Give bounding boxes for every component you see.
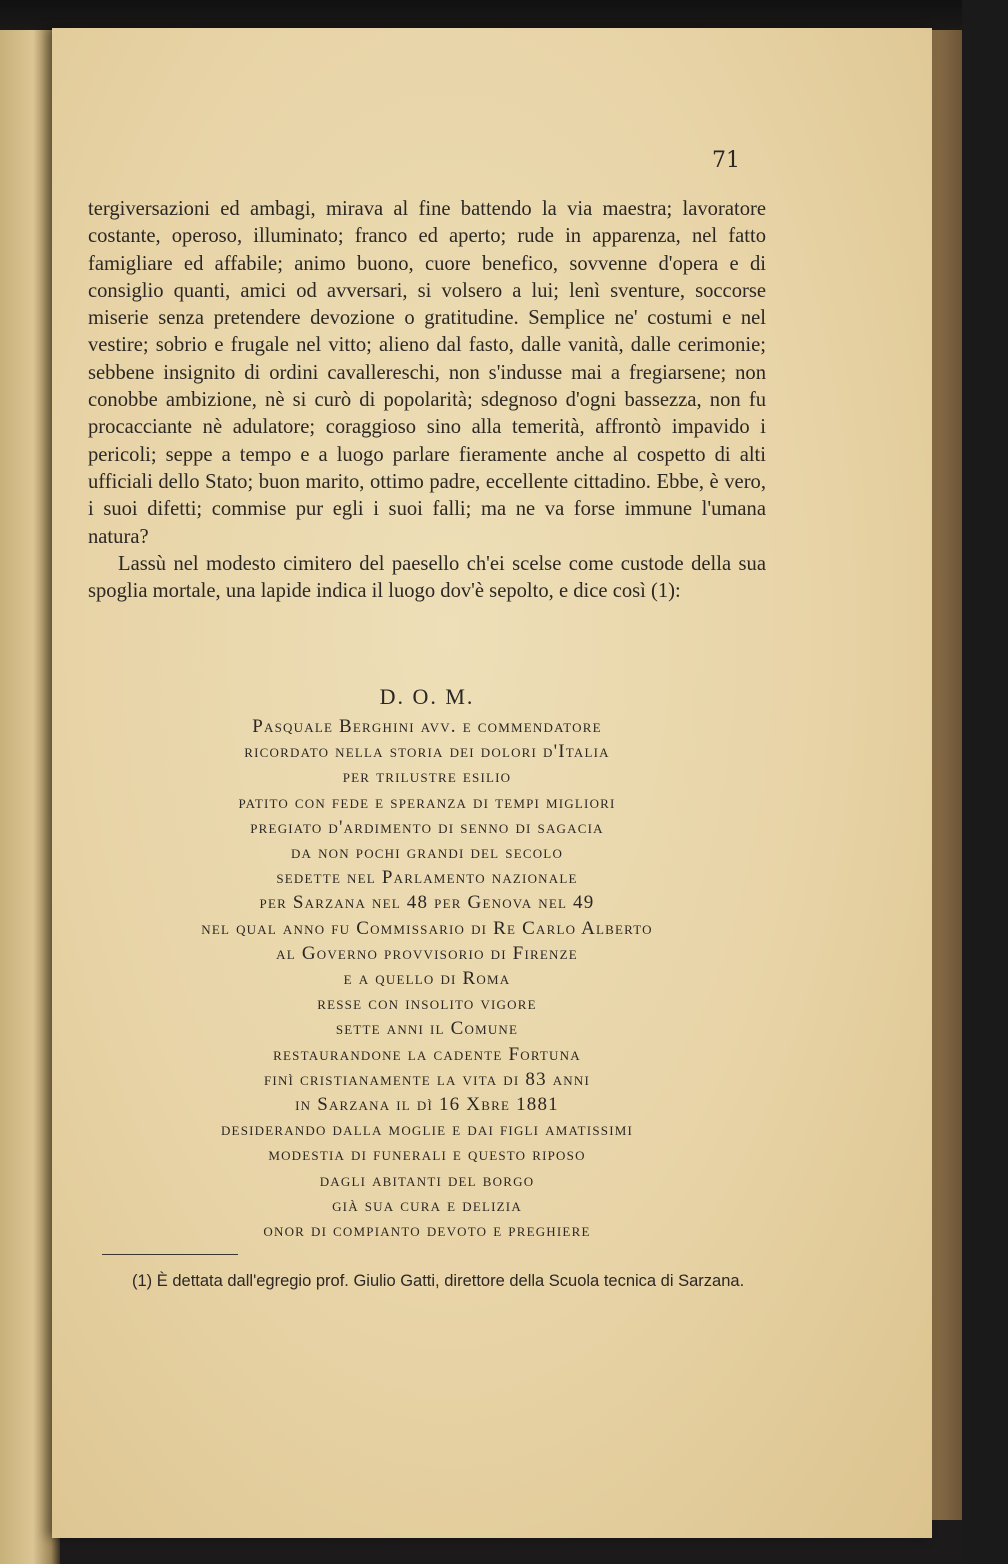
epitaph-line: nel qual anno fu Commissario di Re Carlo Alberto [201,917,653,939]
epitaph-line: pregiato d'ardimento di senno di sagacia [250,816,604,838]
left-page-edge [0,0,60,1564]
page-number: 71 [712,148,740,173]
epitaph-line: dagli abitanti del borgo [319,1169,535,1191]
epitaph-line: e a quello di Roma [343,968,511,990]
epitaph-line: onor di compianto devoto e preghiere [263,1220,591,1242]
epitaph-line: desiderando dalla moglie e dai figli amatissimi [220,1119,634,1141]
epitaph-line: restaurandone la cadente Fortuna [273,1043,581,1065]
epitaph-line: patito con fede e speranza di tempi migliori [238,791,616,813]
epitaph-line: finì cristianamente la vita di 83 anni [263,1068,591,1090]
epitaph-line: in Sarzana il dì 16 Xbre 1881 [295,1094,559,1116]
paragraph: Lassù nel modesto cimitero del paesello ch'ei scelse come custode della sua spoglia mortale, una lapide indica il luogo dov'è sepolto, e dice così (1): [88,552,766,603]
epitaph-line: sedette nel Parlamento nazionale [276,867,578,889]
epitaph-line: Pasquale Berghini avv. e commendatore [252,716,602,737]
scan-background [962,0,1008,1564]
paragraph: tergiversazioni ed ambagi, mirava al fine battendo la via maestra; lavoratore costante, operoso, illuminato; franco ed aperto; rude in apparenza, nel fatto famigliare ed affabile; animo buono, cuore benefico, sovvenne d'opera e di consiglio quanti, amici od avversari, si volsero a lui; lenì sventure, soccorse miserie senza pretendere devozione o gratitudine. Semplice ne' costumi e nel vestire; sobrio e frugale nel vitto; alieno dal fasto, dalle vanità, dalle cerimonie; sebbene insignito di ordini cavallereschi, non s'indusse mai a fregiarsene; non conobbe ambizione, nè si curò di popolarità; sdegnoso d'ogni bassezza, non fu procacciante nè adulatore; coraggioso sino alla temerità, affrontò impavido i pericoli; seppe a tempo e a luogo parlare fieramente anche al cospetto di alti ufficiali dello Stato; buon marito, ottimo padre, eccellente cittadino. Ebbe, è vero, i suoi difetti; commise pur egli i suoi falli; ma ne va forse immune l'umana natura? [88,198,766,548]
epitaph-line: al Governo provvisorio di Firenze [276,942,578,964]
epitaph-line: ricordato nella storia dei dolori d'Italia [244,741,610,763]
epitaph-heading: D. O. M. [379,684,475,709]
footnote: (1) È dettata dall'egregio prof. Giulio Gatti, direttore della Scuola tecnica di Sarzana. [132,1272,745,1290]
epitaph-line: per Sarzana nel 48 per Genova nel 49 [259,892,595,914]
epitaph-line: modestia di funerali e questo riposo [268,1144,586,1166]
body-text [88,196,766,605]
top-shadow [0,0,1008,30]
epitaph-line: da non pochi grandi del secolo [290,842,564,864]
epitaph-line: resse con insolito vigore [317,993,537,1015]
footnote-rule [102,1254,238,1255]
epitaph-line: sette anni il Comune [335,1018,519,1040]
epitaph-inscription [88,680,766,1243]
epitaph-line: già sua cura e delizia [332,1194,522,1216]
epitaph-line: per trilustre esilio [342,766,512,788]
